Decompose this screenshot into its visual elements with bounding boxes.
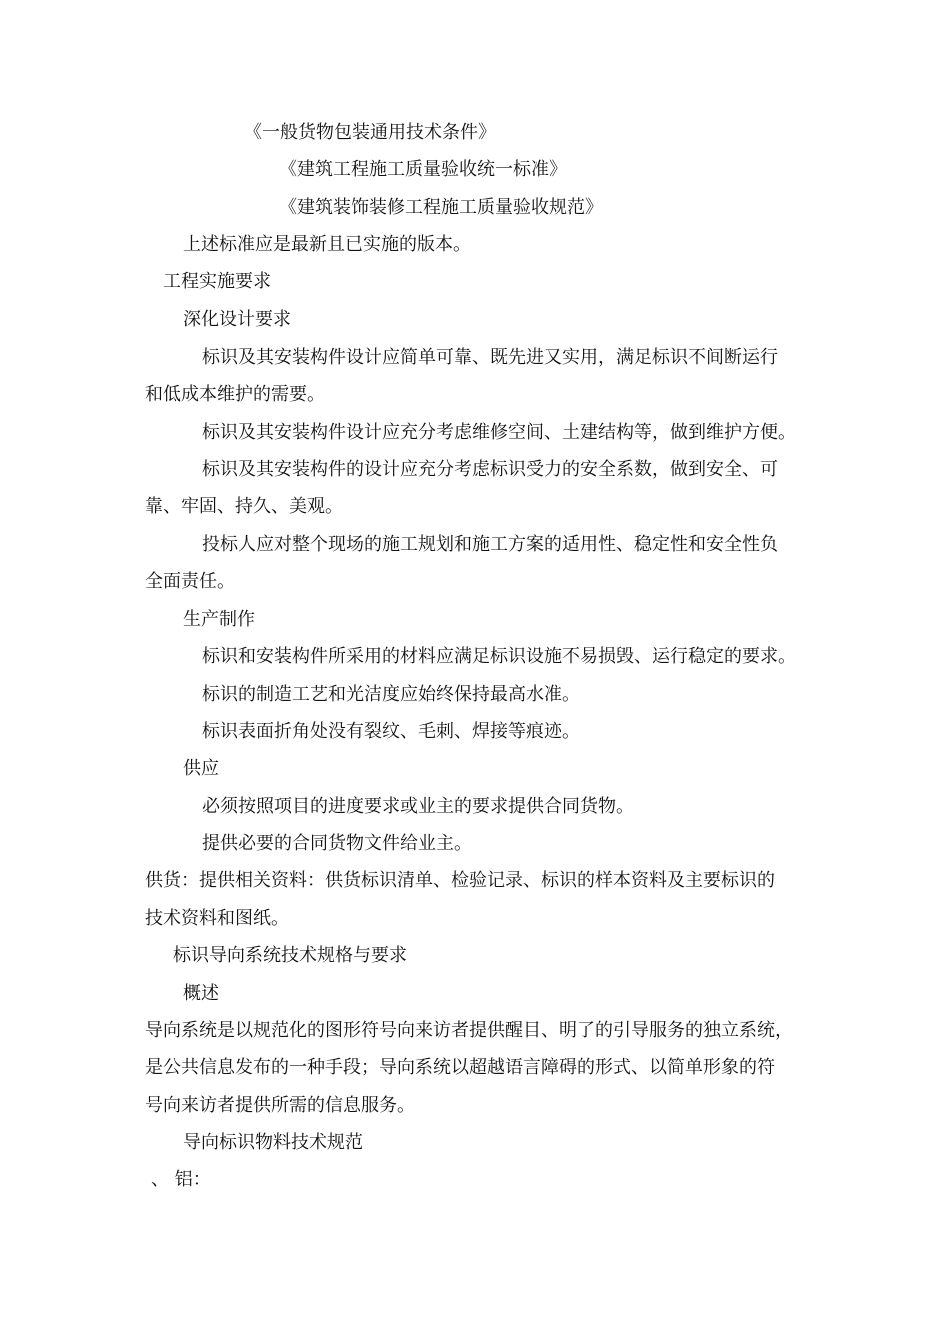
paragraph-line: 全面责任。 xyxy=(145,571,235,592)
section-heading-guidance-system: 标识导向系统技术规格与要求 xyxy=(173,945,407,966)
paragraph-line: 靠、牢固、持久、美观。 xyxy=(145,496,343,517)
paragraph-line: 和低成本维护的需要。 xyxy=(145,384,325,405)
paragraph-line: 标识和安装构件所采用的材料应满足标识设施不易损毁、运行稳定的要求。 xyxy=(202,646,796,667)
paragraph-line: 标识及其安装构件的设计应充分考虑标识受力的安全系数，做到安全、可 xyxy=(202,459,778,480)
standards-note: 上述标准应是最新且已实施的版本。 xyxy=(183,234,471,255)
subsection-heading-supply: 供应 xyxy=(183,758,219,779)
paragraph-line: 提供必要的合同货物文件给业主。 xyxy=(202,833,472,854)
list-item-aluminium: 、 铝： xyxy=(151,1169,211,1190)
paragraph-line: 导向系统是以规范化的图形符号向来访者提供醒目、明了的引导服务的独立系统， xyxy=(145,1020,793,1041)
standard-reference-3: 《建筑装饰装修工程施工质量验收规范》 xyxy=(279,197,603,218)
paragraph-line: 技术资料和图纸。 xyxy=(145,908,289,929)
paragraph-line: 标识及其安装构件设计应简单可靠、既先进又实用，满足标识不间断运行 xyxy=(202,347,778,368)
subsection-heading-overview: 概述 xyxy=(183,983,219,1004)
section-heading-implementation: 工程实施要求 xyxy=(163,271,271,292)
paragraph-line: 投标人应对整个现场的施工规划和施工方案的适用性、稳定性和安全性负 xyxy=(202,534,778,555)
paragraph-line: 号向来访者提供所需的信息服务。 xyxy=(145,1095,415,1116)
paragraph-line: 必须按照项目的进度要求或业主的要求提供合同货物。 xyxy=(202,796,634,817)
paragraph-line: 标识及其安装构件设计应充分考虑维修空间、土建结构等，做到维护方便。 xyxy=(202,422,796,443)
subsection-heading-design: 深化设计要求 xyxy=(183,309,291,330)
paragraph-line: 标识的制造工艺和光洁度应始终保持最高水准。 xyxy=(202,684,580,705)
paragraph-line: 供货：提供相关资料：供货标识清单、检验记录、标识的样本资料及主要标识的 xyxy=(145,870,775,891)
subsection-heading-materials: 导向标识物料技术规范 xyxy=(183,1132,363,1153)
paragraph-line: 是公共信息发布的一种手段；导向系统以超越语言障碍的形式、以简单形象的符 xyxy=(145,1057,775,1078)
standard-reference-2: 《建筑工程施工质量验收统一标准》 xyxy=(279,159,567,180)
subsection-heading-production: 生产制作 xyxy=(183,609,255,630)
standard-reference-1: 《一般货物包装通用技术条件》 xyxy=(244,122,496,143)
paragraph-line: 标识表面折角处没有裂纹、毛刺、焊接等痕迹。 xyxy=(202,721,580,742)
